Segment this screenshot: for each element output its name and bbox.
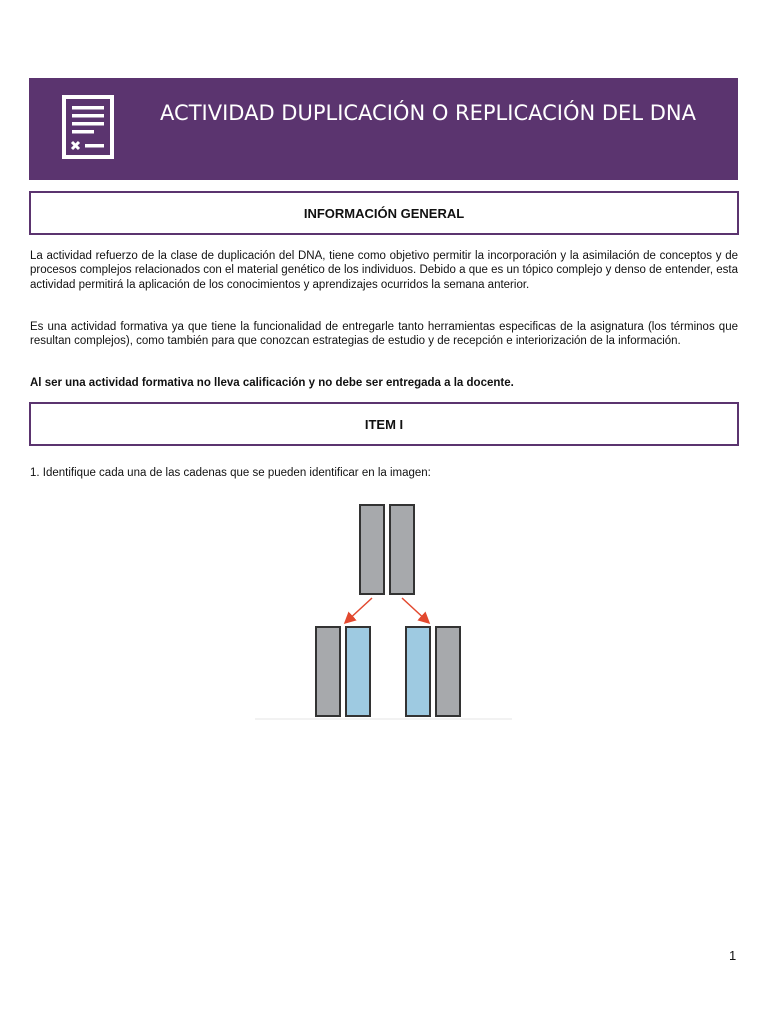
daughter-new-strand-left [346, 627, 370, 716]
formative-paragraph: Es una actividad formativa ya que tiene la funcionalidad de entregarle tanto herramientas especificas de la asignatura (los términos que resultan complejos), como también para que conozcan estrategias de estudio y de recepción e interiorización de la información. [30, 321, 738, 348]
question-1: 1. Identifique cada una de las cadenas que se pueden identificar en la imagen: [30, 467, 431, 479]
page-title: ACTIVIDAD DUPLICACIÓN O REPLICACIÓN DEL DNA [160, 101, 696, 125]
parent-strand-left [360, 505, 384, 594]
arrow-right [402, 598, 428, 622]
arrow-left [346, 598, 372, 622]
title-banner [29, 78, 738, 180]
daughter-new-strand-right [406, 627, 430, 716]
parent-strand-right [390, 505, 414, 594]
grading-note: Al ser una actividad formativa no lleva calificación y no debe ser entregada a la docente. [30, 377, 514, 389]
section-header-general [29, 191, 739, 235]
dna-replication-diagram [250, 500, 520, 730]
intro-paragraph: La actividad refuerzo de la clase de duplicación del DNA, tiene como objetivo permitir la incorporación y la asimilación de conceptos y de procesos complejos relacionados con el material genético de los individuos. Debido a que es un tópico complejo y denso de entender, esta actividad permitirá la aplicación de los conocimientos y aprendizajes ocurridos la semana anterior. [30, 250, 738, 291]
page-number: 1 [729, 948, 737, 963]
section-title-item: ITEM I [364, 416, 404, 432]
daughter-old-strand-left [316, 627, 340, 716]
document-icon [62, 95, 114, 159]
daughter-old-strand-right [436, 627, 460, 716]
section-title-general: INFORMACIÓN GENERAL [303, 205, 465, 221]
section-header-item [29, 402, 739, 446]
